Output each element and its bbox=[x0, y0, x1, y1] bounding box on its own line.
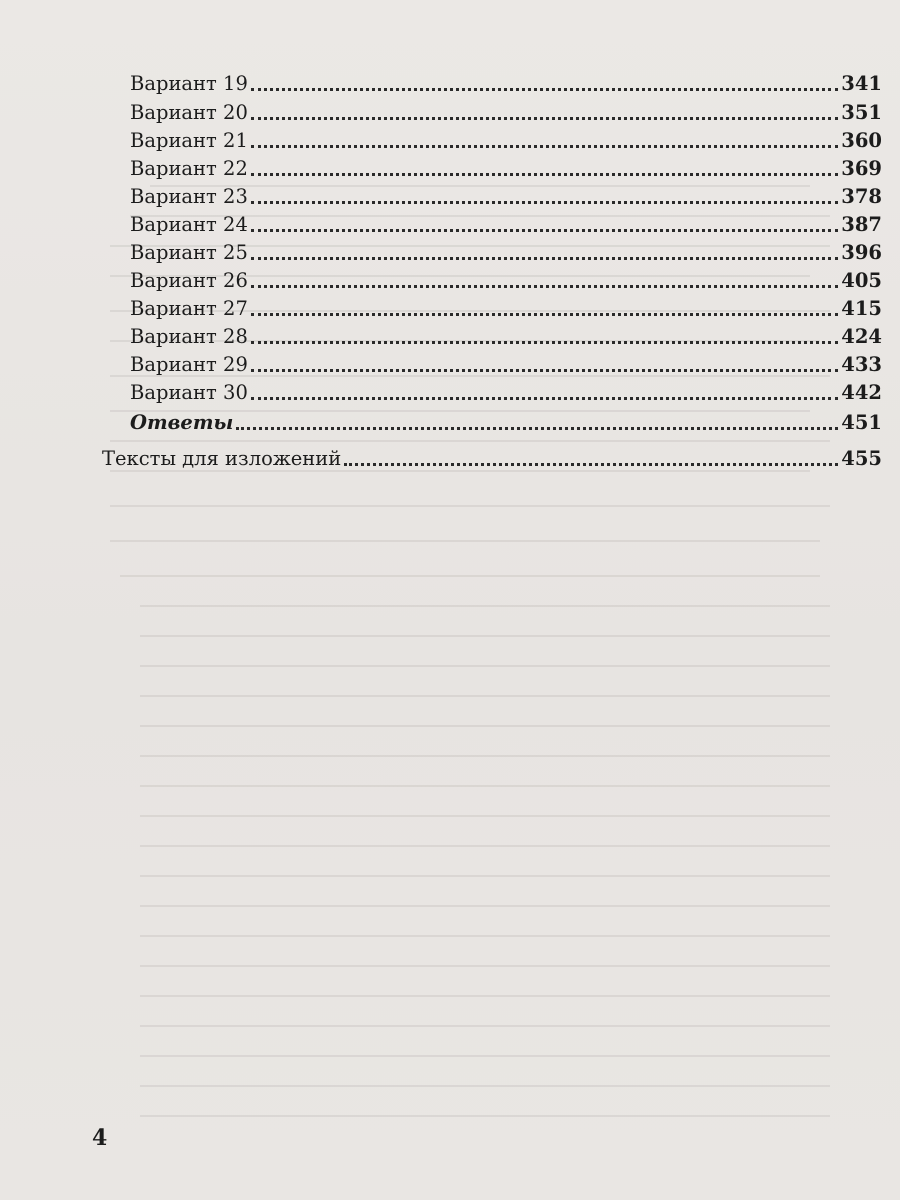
toc-entry-page: 455 bbox=[841, 447, 882, 470]
toc-entry-page: 360 bbox=[841, 129, 882, 152]
dot-leader bbox=[251, 313, 838, 316]
dot-leader bbox=[251, 173, 838, 176]
toc-entry bbox=[130, 346, 882, 376]
dot-leader bbox=[236, 427, 838, 430]
toc-entry bbox=[130, 318, 882, 348]
toc-entry-answers bbox=[130, 404, 882, 434]
toc-entry bbox=[130, 262, 882, 292]
toc-entry-page: 341 bbox=[841, 72, 882, 95]
toc-entry-label: Ответы bbox=[130, 411, 234, 434]
toc-entry-label: Вариант 29 bbox=[130, 353, 248, 376]
toc-entry-page: 387 bbox=[841, 213, 882, 236]
toc-entry-label: Вариант 21 bbox=[130, 129, 248, 152]
toc-entry-page: 369 bbox=[841, 157, 882, 180]
toc-entry-page: 451 bbox=[841, 411, 882, 434]
toc-entry-label: Вариант 30 bbox=[130, 381, 248, 404]
toc-entry-label: Вариант 27 bbox=[130, 297, 248, 320]
toc-entry-label: Вариант 26 bbox=[130, 269, 248, 292]
toc-entry bbox=[130, 122, 882, 152]
toc-entry-label: Вариант 24 bbox=[130, 213, 248, 236]
toc-entry-page: 351 bbox=[841, 101, 882, 124]
dot-leader bbox=[251, 145, 838, 148]
toc-entry-page: 396 bbox=[841, 241, 882, 264]
toc-entry-label: Вариант 28 bbox=[130, 325, 248, 348]
dot-leader bbox=[251, 257, 838, 260]
toc-entry bbox=[130, 65, 882, 95]
toc-entry-page: 442 bbox=[841, 381, 882, 404]
toc-entry-label: Вариант 19 bbox=[130, 72, 248, 95]
toc-entry-label: Вариант 23 bbox=[130, 185, 248, 208]
toc-entry-page: 415 bbox=[841, 297, 882, 320]
dot-leader bbox=[344, 463, 838, 466]
dot-leader bbox=[251, 285, 838, 288]
toc-entry-label: Вариант 20 bbox=[130, 101, 248, 124]
toc-entry-page: 424 bbox=[841, 325, 882, 348]
toc-entry-page: 378 bbox=[841, 185, 882, 208]
toc-entry-label: Тексты для изложений bbox=[102, 447, 342, 470]
toc-entry bbox=[130, 94, 882, 124]
dot-leader bbox=[251, 229, 838, 232]
toc-entry-page: 433 bbox=[841, 353, 882, 376]
toc-entry bbox=[130, 290, 882, 320]
dot-leader bbox=[251, 341, 838, 344]
toc-entry-label: Вариант 22 bbox=[130, 157, 248, 180]
toc-entry-section bbox=[102, 440, 882, 470]
toc-entry bbox=[130, 178, 882, 208]
page-number: 4 bbox=[92, 1125, 108, 1151]
dot-leader bbox=[251, 201, 838, 204]
dot-leader bbox=[251, 117, 838, 120]
toc-entry-label: Вариант 25 bbox=[130, 241, 248, 264]
toc-entry bbox=[130, 206, 882, 236]
dot-leader bbox=[251, 369, 838, 372]
dot-leader bbox=[251, 88, 838, 91]
toc-entry bbox=[130, 150, 882, 180]
dot-leader bbox=[251, 397, 838, 400]
toc-entry bbox=[130, 234, 882, 264]
toc-entry bbox=[130, 374, 882, 404]
toc-entry-page: 405 bbox=[841, 269, 882, 292]
